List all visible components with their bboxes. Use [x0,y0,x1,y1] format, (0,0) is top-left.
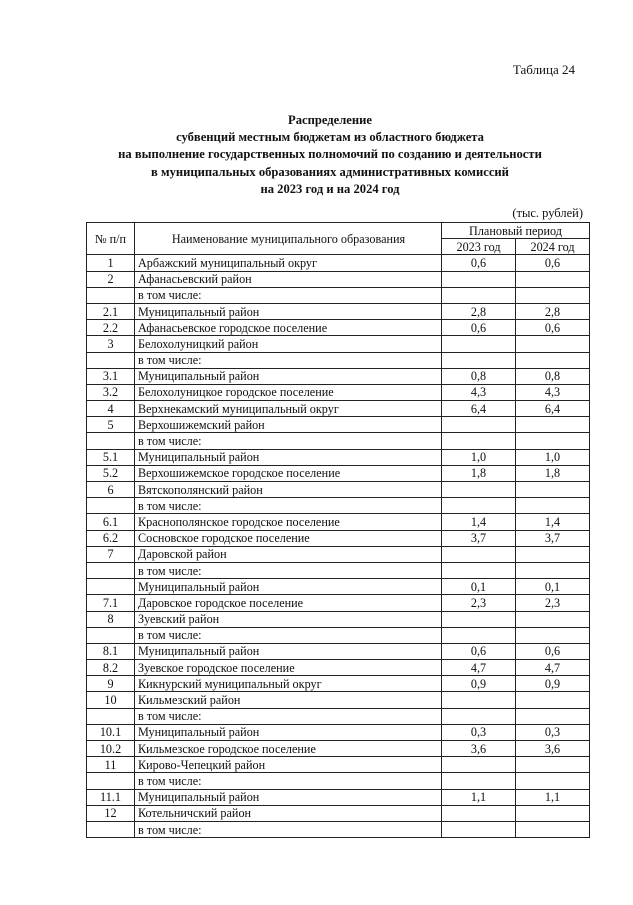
table-row [87,352,590,368]
row-value-2023: 0,8 [442,368,516,384]
row-number: 7.1 [87,595,135,611]
header-year-2023: 2023 год [442,239,516,255]
row-number: 3 [87,336,135,352]
units-label: (тыс. рублей) [512,206,583,220]
row-value-2023: 3,6 [442,741,516,757]
row-number: 10 [87,692,135,708]
table-row [87,320,590,336]
row-value-2023: 2,8 [442,303,516,319]
row-municipality-name: в том числе: [135,562,442,578]
table-row [87,287,590,303]
row-value-2023 [442,627,516,643]
row-municipality-name: Зуевский район [135,611,442,627]
table-row [87,546,590,562]
row-value-2023 [442,287,516,303]
row-number [87,433,135,449]
table-row [87,433,590,449]
row-municipality-name: Муниципальный район [135,643,442,659]
header-year-2024: 2024 год [516,239,590,255]
table-row [87,773,590,789]
row-number [87,562,135,578]
row-value-2024: 1,0 [516,449,590,465]
row-value-2023 [442,271,516,287]
row-value-2023: 1,1 [442,789,516,805]
table-row [87,449,590,465]
row-value-2023 [442,773,516,789]
row-municipality-name: Сосновское городское поселение [135,530,442,546]
row-value-2024: 4,3 [516,384,590,400]
row-municipality-name: в том числе: [135,708,442,724]
row-municipality-name: в том числе: [135,773,442,789]
row-municipality-name: в том числе: [135,821,442,837]
row-value-2023: 3,7 [442,530,516,546]
table-row [87,336,590,352]
row-number: 11.1 [87,789,135,805]
table-row [87,271,590,287]
table-row [87,627,590,643]
table-row [87,660,590,676]
row-municipality-name: Муниципальный район [135,303,442,319]
row-number [87,498,135,514]
row-number [87,821,135,837]
row-number: 12 [87,805,135,821]
table-row [87,465,590,481]
row-municipality-name: Кирово-Чепецкий район [135,757,442,773]
row-number: 5.2 [87,465,135,481]
row-value-2023 [442,805,516,821]
row-municipality-name: Верхнекамский муниципальный округ [135,401,442,417]
row-value-2024 [516,417,590,433]
row-value-2024: 1,1 [516,789,590,805]
row-number [87,773,135,789]
row-value-2023 [442,352,516,368]
row-value-2024: 0,3 [516,724,590,740]
row-value-2024: 6,4 [516,401,590,417]
row-municipality-name: Афанасьевский район [135,271,442,287]
row-municipality-name: Даровское городское поселение [135,595,442,611]
row-number [87,579,135,595]
row-number: 8 [87,611,135,627]
row-value-2024: 4,7 [516,660,590,676]
row-number: 3.2 [87,384,135,400]
row-number: 9 [87,676,135,692]
row-number: 6.1 [87,514,135,530]
row-municipality-name: Белохолуницкое городское поселение [135,384,442,400]
row-number: 6.2 [87,530,135,546]
row-number: 2 [87,271,135,287]
table-number-label: Таблица 24 [512,62,575,77]
row-value-2023: 1,4 [442,514,516,530]
row-municipality-name: Даровской район [135,546,442,562]
row-value-2024: 2,3 [516,595,590,611]
row-value-2024 [516,546,590,562]
table-row [87,805,590,821]
table-row [87,530,590,546]
table-row [87,562,590,578]
row-value-2023 [442,708,516,724]
row-municipality-name: Кикнурский муниципальный округ [135,676,442,692]
row-number: 1 [87,255,135,271]
row-value-2023: 4,3 [442,384,516,400]
row-value-2024: 0,9 [516,676,590,692]
row-number [87,352,135,368]
row-value-2023: 0,6 [442,643,516,659]
row-municipality-name: в том числе: [135,352,442,368]
row-municipality-name: в том числе: [135,627,442,643]
row-value-2024: 3,6 [516,741,590,757]
row-municipality-name: Белохолуницкий район [135,336,442,352]
row-municipality-name: Верхошижемский район [135,417,442,433]
row-value-2023 [442,546,516,562]
table-body [87,255,590,838]
row-value-2024: 1,8 [516,465,590,481]
row-number: 2.2 [87,320,135,336]
table-row [87,401,590,417]
row-value-2023: 0,3 [442,724,516,740]
row-value-2023 [442,562,516,578]
row-number [87,708,135,724]
row-municipality-name: Муниципальный район [135,579,442,595]
table-row [87,643,590,659]
row-value-2024 [516,498,590,514]
row-value-2024: 2,8 [516,303,590,319]
row-municipality-name: Муниципальный район [135,724,442,740]
row-value-2024: 0,6 [516,643,590,659]
row-value-2023: 1,0 [442,449,516,465]
row-municipality-name: в том числе: [135,433,442,449]
table-row [87,676,590,692]
row-municipality-name: Котельничский район [135,805,442,821]
row-value-2024 [516,805,590,821]
table-row [87,611,590,627]
row-value-2023 [442,433,516,449]
row-number: 7 [87,546,135,562]
row-value-2024 [516,708,590,724]
row-value-2024 [516,611,590,627]
table-row [87,708,590,724]
row-value-2023: 1,8 [442,465,516,481]
row-value-2023: 0,1 [442,579,516,595]
table-row [87,757,590,773]
row-value-2024 [516,562,590,578]
row-value-2024 [516,336,590,352]
row-number: 8.1 [87,643,135,659]
table-row [87,724,590,740]
row-number: 4 [87,401,135,417]
row-number: 10.2 [87,741,135,757]
row-municipality-name: Кильмезский район [135,692,442,708]
row-value-2024 [516,482,590,498]
header-planned-period: Плановый период [442,223,590,239]
row-number: 2.1 [87,303,135,319]
row-municipality-name: Верхошижемское городское поселение [135,465,442,481]
row-value-2024: 1,4 [516,514,590,530]
row-municipality-name: Муниципальный район [135,789,442,805]
distribution-table [86,222,590,838]
header-number: № п/п [87,223,135,255]
table-row [87,498,590,514]
row-value-2024 [516,433,590,449]
row-number: 5 [87,417,135,433]
title-line: на 2023 год и на 2024 год [260,181,400,196]
table-row [87,514,590,530]
row-number [87,287,135,303]
table-row [87,789,590,805]
row-value-2023 [442,482,516,498]
document-title [60,112,600,198]
row-value-2023: 6,4 [442,401,516,417]
row-number: 11 [87,757,135,773]
title-line: на выполнение государственных полномочий по созданию и деятельности [118,147,542,162]
row-value-2024 [516,271,590,287]
row-value-2024 [516,287,590,303]
row-municipality-name: Кильмезское городское поселение [135,741,442,757]
row-municipality-name: Муниципальный район [135,368,442,384]
table-row [87,482,590,498]
row-value-2023 [442,417,516,433]
table-row [87,384,590,400]
row-municipality-name: в том числе: [135,287,442,303]
row-municipality-name: Краснополянское городское поселение [135,514,442,530]
row-value-2023 [442,611,516,627]
row-value-2024: 0,6 [516,320,590,336]
row-value-2023 [442,498,516,514]
row-value-2023: 0,6 [442,255,516,271]
row-value-2023: 4,7 [442,660,516,676]
row-number: 6 [87,482,135,498]
row-municipality-name: в том числе: [135,498,442,514]
title-line: субвенций местным бюджетам из областного бюджета [176,130,484,145]
row-value-2024 [516,692,590,708]
row-number: 5.1 [87,449,135,465]
row-value-2023 [442,336,516,352]
row-number: 10.1 [87,724,135,740]
title-line: в муниципальных образованиях административных комиссий [151,164,509,179]
row-municipality-name: Вятскополянский район [135,482,442,498]
table-row [87,821,590,837]
row-value-2024 [516,821,590,837]
row-municipality-name: Муниципальный район [135,449,442,465]
row-value-2024 [516,627,590,643]
table-row [87,417,590,433]
row-value-2024 [516,352,590,368]
row-value-2024: 0,8 [516,368,590,384]
row-value-2023 [442,692,516,708]
row-value-2023: 0,6 [442,320,516,336]
row-value-2024: 0,1 [516,579,590,595]
row-number: 3.1 [87,368,135,384]
row-municipality-name: Зуевское городское поселение [135,660,442,676]
table-row [87,595,590,611]
row-value-2024 [516,757,590,773]
row-number [87,627,135,643]
title-line: Распределение [288,113,372,127]
row-value-2024 [516,773,590,789]
row-value-2023: 2,3 [442,595,516,611]
row-municipality-name: Арбажский муниципальный округ [135,255,442,271]
row-number: 8.2 [87,660,135,676]
table-row [87,692,590,708]
row-value-2023 [442,821,516,837]
table-row [87,255,590,271]
row-value-2024: 0,6 [516,255,590,271]
row-value-2024: 3,7 [516,530,590,546]
table-row [87,303,590,319]
header-municipality-name: Наименование муниципального образования [135,223,442,255]
row-municipality-name: Афанасьевское городское поселение [135,320,442,336]
table-row [87,741,590,757]
table-row [87,368,590,384]
row-value-2023 [442,757,516,773]
row-value-2023: 0,9 [442,676,516,692]
table-row [87,579,590,595]
